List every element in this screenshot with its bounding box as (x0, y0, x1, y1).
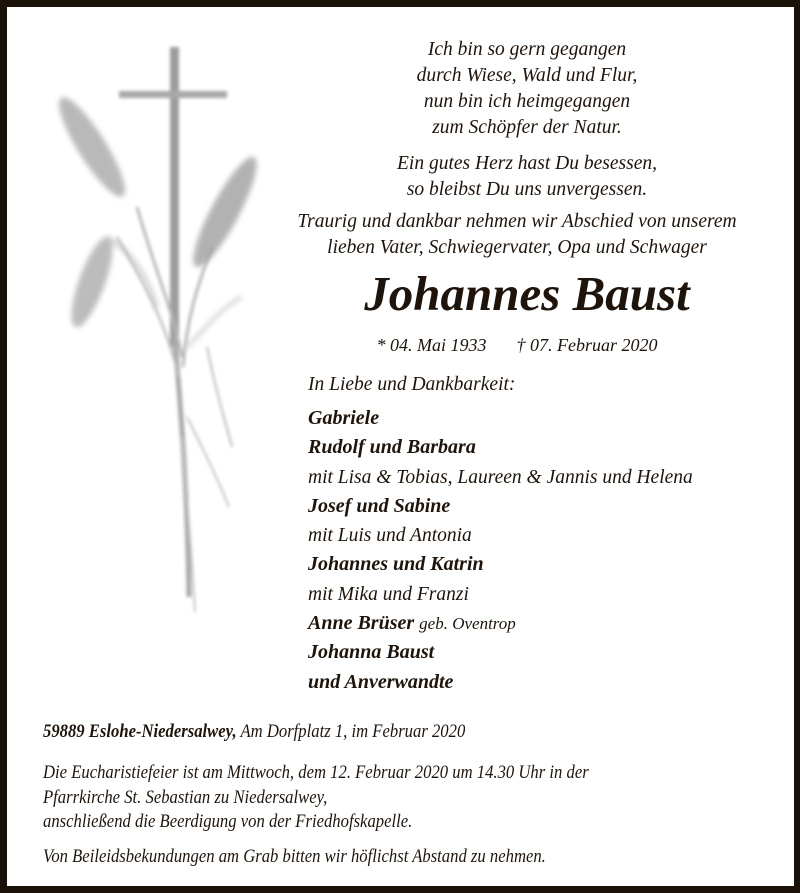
poem-stanza-2 (277, 151, 777, 203)
address-detail: Am Dorfplatz 1, im Februar 2020 (236, 722, 466, 742)
service-line: Pfarrkirche St. Sebastian zu Niedersalwey, (43, 787, 328, 808)
mourner-children: mit Lisa & Tobias, Laureen & Jannis und Helena (308, 466, 693, 488)
closing-request (43, 845, 783, 869)
mourner-row (308, 609, 798, 638)
mourner-name: und Anverwandte (308, 670, 454, 693)
mourner-row (308, 521, 798, 550)
address-line (43, 719, 783, 745)
maiden-name-note: geb. Oventrop (419, 614, 516, 634)
mourner-children: mit Luis und Antonia (308, 525, 472, 547)
mourner-name: Anne Brüser (308, 612, 415, 635)
death-date: † 07. Februar 2020 (516, 335, 658, 355)
poem-line: zum Schöpfer der Natur. (432, 117, 622, 138)
intro-line: Traurig und dankbar nehmen wir Abschied von unserem (297, 211, 737, 232)
closing-text: Von Beileidsbekundungen am Grab bitten wir höflichst Abstand zu nehmen. (43, 846, 546, 867)
farewell-intro (257, 209, 777, 261)
poem-stanza-1 (277, 37, 777, 141)
mourner-name: Johanna Baust (308, 641, 435, 664)
birth-date: * 04. Mai 1933 (376, 335, 487, 355)
poem-line: so bleibst Du uns unvergessen. (406, 179, 648, 200)
intro-line: lieben Vater, Schwiegervater, Opa und Schwager (327, 237, 707, 258)
service-info (43, 761, 783, 835)
mourner-name: Rudolf und Barbara (308, 436, 476, 459)
mourner-name: Johannes und Katrin (308, 553, 484, 576)
mourner-row (308, 492, 798, 521)
service-line: anschließend die Beerdigung von der Friedhofskapelle. (43, 812, 413, 832)
deceased-name: Johannes Baust (364, 266, 690, 321)
poem-line: nun bin ich heimgegangen (423, 91, 631, 112)
mourner-row (308, 668, 798, 697)
mourner-row (308, 580, 798, 609)
notice-footer (43, 719, 783, 869)
service-line: Die Eucharistiefeier ist am Mittwoch, dem 12. Februar 2020 um 14.30 Uhr in der (43, 763, 589, 783)
mourner-name: Gabriele (308, 407, 380, 429)
poem (277, 37, 777, 203)
poem-line: durch Wiese, Wald und Flur, (416, 65, 638, 86)
mourner-row (308, 463, 798, 492)
address-place: 59889 Eslohe-Niedersalwey, (43, 722, 237, 742)
mourner-children: mit Mika und Franzi (308, 583, 469, 605)
poem-line: Ich bin so gern gegangen (427, 39, 627, 60)
life-dates (257, 333, 777, 357)
mourner-name: Josef und Sabine (308, 494, 451, 517)
mourners-list (308, 371, 798, 697)
mourners-lead: In Liebe und Dankbarkeit: (308, 374, 516, 395)
mourner-row (308, 433, 798, 462)
poem-line: Ein gutes Herz hast Du besessen, (397, 153, 657, 174)
mourner-row (308, 638, 798, 667)
cross-with-wheat-icon (37, 37, 277, 617)
mourner-row (308, 404, 798, 433)
mourner-row (308, 550, 798, 579)
